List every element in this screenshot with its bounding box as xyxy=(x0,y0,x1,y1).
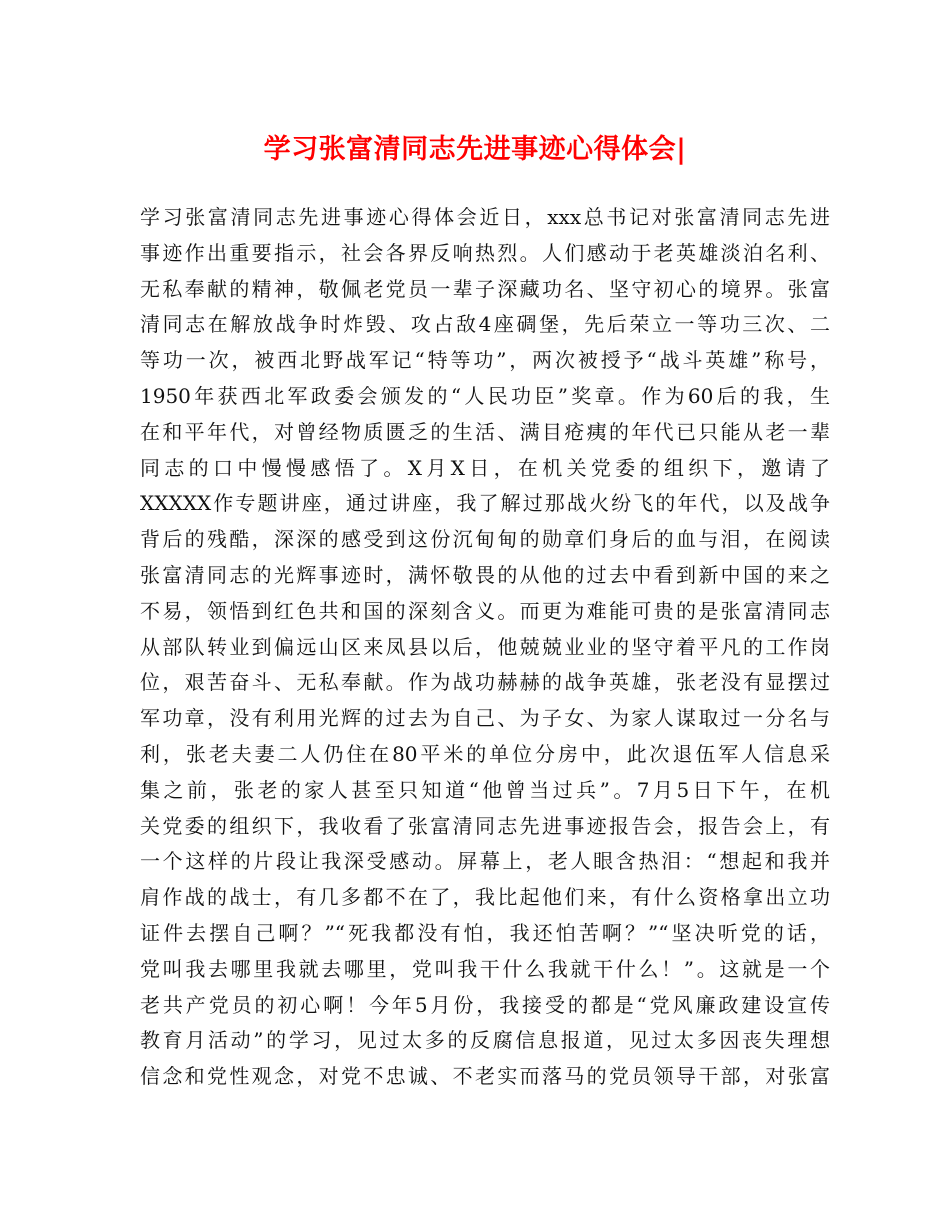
body-text-line: 一个这样的片段让我深受感动。屏幕上，老人眼含热泪：“想起和我并 xyxy=(140,849,830,874)
body-text-line: 关党委的组织下，我收看了张富清同志先进事迹报告会，报告会上，有 xyxy=(140,813,830,838)
body-text-line: 事迹作出重要指示，社会各界反响热烈。人们感动于老英雄淡泊名利、 xyxy=(140,240,830,265)
body-text-line: 从部队转业到偏远山区来凤县以后，他兢兢业业的坚守着平凡的工作岗 xyxy=(140,634,830,659)
body-text-line: 清同志在解放战争时炸毁、攻占敌4座碉堡，先后荣立一等功三次、二 xyxy=(140,312,830,337)
body-text-line: 学习张富清同志先进事迹心得体会近日，xxx总书记对张富清同志先进 xyxy=(140,205,830,229)
body-text-line: 老共产党员的初心啊！今年5月份，我接受的都是“党风廉政建设宣传 xyxy=(140,992,830,1017)
body-text-line: 党叫我去哪里我就去哪里，党叫我干什么我就干什么！”。这就是一个 xyxy=(140,956,830,981)
body-text-line: 同志的口中慢慢感悟了。X月X日，在机关党委的组织下，邀请了 xyxy=(140,455,830,480)
body-text-line: 位，艰苦奋斗、无私奉献。作为战功赫赫的战争英雄，张老没有显摆过 xyxy=(140,670,830,695)
body-text-line: 等功一次，被西北野战军记“特等功”，两次被授予“战斗英雄”称号， xyxy=(140,348,830,373)
body-text-line: 1950年获西北军政委会颁发的“人民功臣”奖章。作为60后的我，生 xyxy=(140,383,830,408)
body-text-line: 背后的残酷，深深的感受到这份沉甸甸的勋章们身后的血与泪，在阅读 xyxy=(140,527,830,552)
body-text-line: 无私奉献的精神，敬佩老党员一辈子深藏功名、坚守初心的境界。张富 xyxy=(140,276,830,301)
body-text-line: 证件去摆自己啊？”“死我都没有怕，我还怕苦啊？”“坚决听党的话， xyxy=(140,920,830,945)
body-text-line: 信念和党性观念，对党不忠诚、不老实而落马的党员领导干部，对张富 xyxy=(140,1064,830,1089)
body-text-line: 在和平年代，对曾经物质匮乏的生活、满目疮痍的年代已只能从老一辈 xyxy=(140,419,830,444)
body-text-line: 张富清同志的光辉事迹时，满怀敬畏的从他的过去中看到新中国的来之 xyxy=(140,562,830,587)
body-text-line: 肩作战的战士，有几多都不在了，我比起他们来，有什么资格拿出立功 xyxy=(140,885,830,910)
body-text-line: XXXXX作专题讲座，通过讲座，我了解过那战火纷飞的年代，以及战争 xyxy=(140,491,830,516)
body-text-line: 集之前，张老的家人甚至只知道“他曾当过兵”。7月5日下午，在机 xyxy=(140,777,830,802)
body-text-line: 利，张老夫妻二人仍住在80平米的单位分房中，此次退伍军人信息采 xyxy=(140,741,830,766)
body-text-line: 军功章，没有利用光辉的过去为自己、为子女、为家人谋取过一分名与 xyxy=(140,706,830,731)
document-title: 学习张富清同志先进事迹心得体会| xyxy=(263,134,687,165)
body-text-line: 教育月活动”的学习，见过太多的反腐信息报道，见过太多因丧失理想 xyxy=(140,1028,830,1053)
document-body xyxy=(140,200,830,1095)
body-text-line: 不易，领悟到红色共和国的深刻含义。而更为难能可贵的是张富清同志 xyxy=(140,598,830,623)
